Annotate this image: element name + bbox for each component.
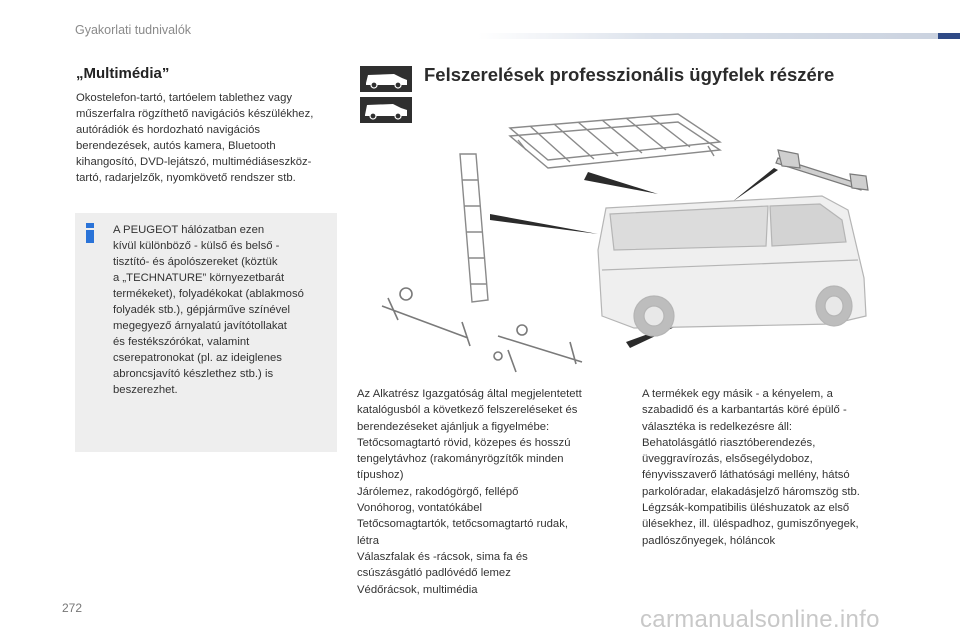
info-line: a „TECHNATURE” környezetbarát: [113, 272, 285, 284]
roof-bars-illustration: [776, 150, 868, 190]
multimedia-paragraph: [76, 90, 341, 186]
multimedia-line: autórádiók és hordozható navigációs: [76, 124, 261, 136]
right-column-line: Légzsák-kompatibilis üléshuzatok az első: [642, 502, 850, 515]
left-column-line: katalógusból a következő felszereléseket és: [357, 404, 578, 417]
left-column-line: Az Alkatrész Igazgatóság által megjelentetett: [357, 388, 582, 400]
info-line: abroncsjavító készlethez stb.) is: [113, 368, 274, 380]
multimedia-heading: „Multimédia”: [76, 65, 170, 82]
multimedia-line: kihangosító, DVD-lejátszó, multimédiáseszköz-: [76, 156, 312, 168]
left-column-line: tengelytávhoz (rakományrögzítők minden: [357, 453, 564, 466]
left-column-line: Járólemez, rakodógörgő, fellépő: [357, 485, 519, 498]
page-number: 272: [62, 601, 83, 615]
right-column-line: parkolóradar, elakadásjelző háromszög stb.: [642, 485, 860, 498]
info-line: kívül különböző - külső és belső -: [113, 240, 280, 252]
van-icon: [360, 66, 412, 92]
info-line: cserepatronokat (pl. az ideiglenes: [113, 352, 282, 364]
multimedia-line: műszerfalra rögzíthető navigációs készülékhez,: [76, 108, 314, 120]
right-column-line: szabadidő és a karbantartás köré épülő -: [642, 404, 847, 417]
page-header-title: Gyakorlati tudnivalók: [75, 23, 192, 37]
info-line: megegyező árnyalatú javítótollakat: [113, 320, 287, 332]
info-line: folyadék stb.), gépjárműve színével: [113, 304, 291, 316]
info-line: beszerezhet.: [113, 384, 178, 396]
info-line: tisztító- és ápolószereket (köztük: [113, 256, 278, 268]
ladder-illustration: [460, 154, 488, 302]
info-line: és festékszórókat, valamint: [113, 336, 250, 348]
left-column-line: berendezéseket ajánljuk a figyelmébe:: [357, 420, 550, 433]
info-line: termékeket), folyadékokat (ablakmosó: [113, 288, 304, 300]
professional-heading: Felszerelések professzionális ügyfelek részére: [424, 64, 835, 85]
right-column-line: A termékek egy másik - a kényelem, a: [642, 388, 833, 400]
right-column-line: fényvisszaverő láthatósági mellény, hátsó: [642, 469, 850, 482]
left-column-line: típushoz): [357, 469, 404, 482]
right-column-line: Behatolásgátló riasztóberendezés,: [642, 436, 816, 449]
roof-rack-illustration: [510, 114, 720, 168]
left-column-line: Tetőcsomagtartó rövid, közepes és hosszú: [357, 436, 571, 449]
left-column-line: Tetőcsomagtartók, tetőcsomagtartó rudak,: [357, 518, 568, 531]
info-paragraph: [113, 222, 333, 398]
left-column-line: létra: [357, 534, 379, 547]
left-column-line: Válaszfalak és -rácsok, sima fa és: [357, 550, 528, 563]
left-column-line: Védőrácsok, multimédia: [357, 583, 478, 596]
left-column-line: csúszásgátló padlóvédő lemez: [357, 567, 511, 580]
right-column-line: választéka is redelkezésre áll:: [642, 420, 793, 433]
accessories-left-column: [357, 386, 617, 598]
header-accent-block: [938, 33, 960, 39]
multimedia-line: Okostelefon-tartó, tartóelem tablethez vagy: [76, 92, 293, 104]
right-column-line: üveggravírozás, elsősegélydoboz,: [642, 453, 813, 466]
header-decoration-bar: [478, 33, 960, 39]
accessories-right-column: [642, 386, 892, 549]
right-column-line: padlószőnyegek, hóláncok: [642, 534, 776, 547]
van-accessories-illustration: [358, 110, 898, 380]
info-line: A PEUGEOT hálózatban ezen: [113, 224, 265, 236]
info-icon: [83, 223, 97, 243]
multimedia-line: berendezések, autós kamera, Bluetooth: [76, 140, 276, 152]
left-column-line: Vonóhorog, vontatókábel: [357, 502, 482, 515]
watermark: carmanualsonline.info: [640, 606, 880, 633]
van-body-illustration: [598, 196, 866, 336]
multimedia-line: tartó, radarjelzők, nyomkövető rendszer stb.: [76, 172, 296, 184]
right-column-line: ülésekhez, ill. üléspadhoz, gumiszőnyegek,: [642, 518, 859, 531]
